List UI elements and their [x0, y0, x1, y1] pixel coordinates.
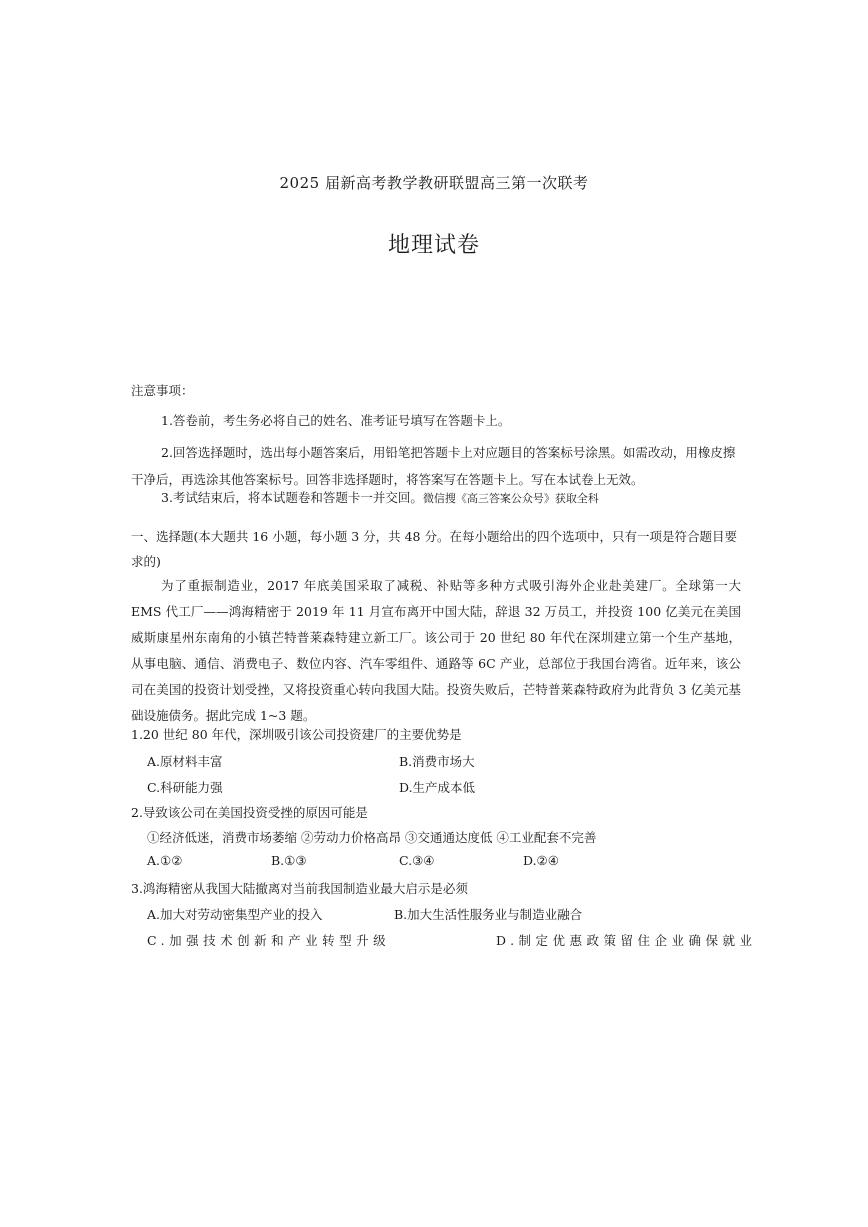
reading-passage: 为了重振制造业，2017 年底美国采取了减税、补贴等多种方式吸引海外企业赴美建厂。全球第一大 EMS 代工厂——鸿海精密于 2019 年 11 月宣布离开中国大陆，辞退 32 万员工，并投资 100 亿美元在美国威斯康星州东南角的小镇芒特普莱森特建立新工厂。该公司于 20 世纪 80 年代在深圳建立第一个生产基地，从事电脑、通信、消费电子、数位内容、汽车零组件、通路等 6C 产业，总部位于我国台湾省。近年来，该公司在美国的投资计划受挫，又将投资重心转向我国大陆。投资失败后，芒特普莱森特政府为此背负 3 亿美元基础设施债务。据此完成 1~3 题。: [131, 578, 741, 723]
question-1-option-d: D.生产成本低: [399, 780, 476, 795]
notice-item-3-note: 微信搜《高三答案公众号》获取全科: [422, 492, 599, 505]
question-2-option-c: C.③④: [399, 853, 435, 868]
notice-item-3: [131, 492, 741, 505]
question-3-option-b: B.加大生活性服务业与制造业融合: [394, 907, 583, 922]
exam-subtitle: 2025 届新高考教学教研联盟高三第一次联考: [279, 174, 589, 192]
question-1-option-c: C.科研能力强: [147, 780, 223, 795]
question-2-statements: ①经济低迷，消费市场萎缩 ②劳动力价格高昂 ③交通通达度低 ④工业配套不完善: [147, 830, 597, 845]
question-2-option-b: B.①③: [271, 853, 307, 868]
question-3-option-c: C.加强技术创新和产业转型升级: [147, 933, 391, 948]
notice-heading: 注意事项：: [131, 383, 194, 398]
question-3-stem: 3.鸿海精密从我国大陆撤离对当前我国制造业最大启示是必须: [131, 881, 468, 896]
exam-title: 地理试卷: [387, 233, 480, 258]
question-2-option-a: A.①②: [147, 853, 183, 868]
question-1-option-a: A.原材料丰富: [147, 754, 223, 769]
question-3-option-a: A.加大对劳动密集型产业的投入: [147, 907, 323, 922]
notice-item-2: 2.回答选择题时，选出每小题答案后，用铅笔把答题卡上对应题目的答案标号涂黑。如需改动，用橡皮擦干净后，再选涂其他答案标号。回答非选择题时，将答案写在答题卡上。写在本试卷上无效。: [131, 445, 736, 487]
notice-item-3-text: 3.考试结束后，将本试题卷和答题卡一并交回。: [161, 490, 423, 505]
section-heading: 一、选择题(本大题共 16 小题，每小题 3 分，共 48 分。在每小题给出的四个选项中，只有一项是符合题目要求的): [131, 529, 737, 569]
notice-item-1: 1.答卷前，考生务必将自己的姓名、准考证号填写在答题卡上。: [161, 413, 511, 428]
question-1-option-b: B.消费市场大: [399, 754, 475, 769]
question-2-stem: 2.导致该公司在美国投资受挫的原因可能是: [131, 805, 368, 820]
question-1-stem: 1.20 世纪 80 年代，深圳吸引该公司投资建厂的主要优势是: [131, 727, 462, 742]
question-3-option-d: D.制定优惠政策留住企业确保就业: [496, 933, 757, 948]
question-2-option-d: D.②④: [523, 853, 559, 868]
